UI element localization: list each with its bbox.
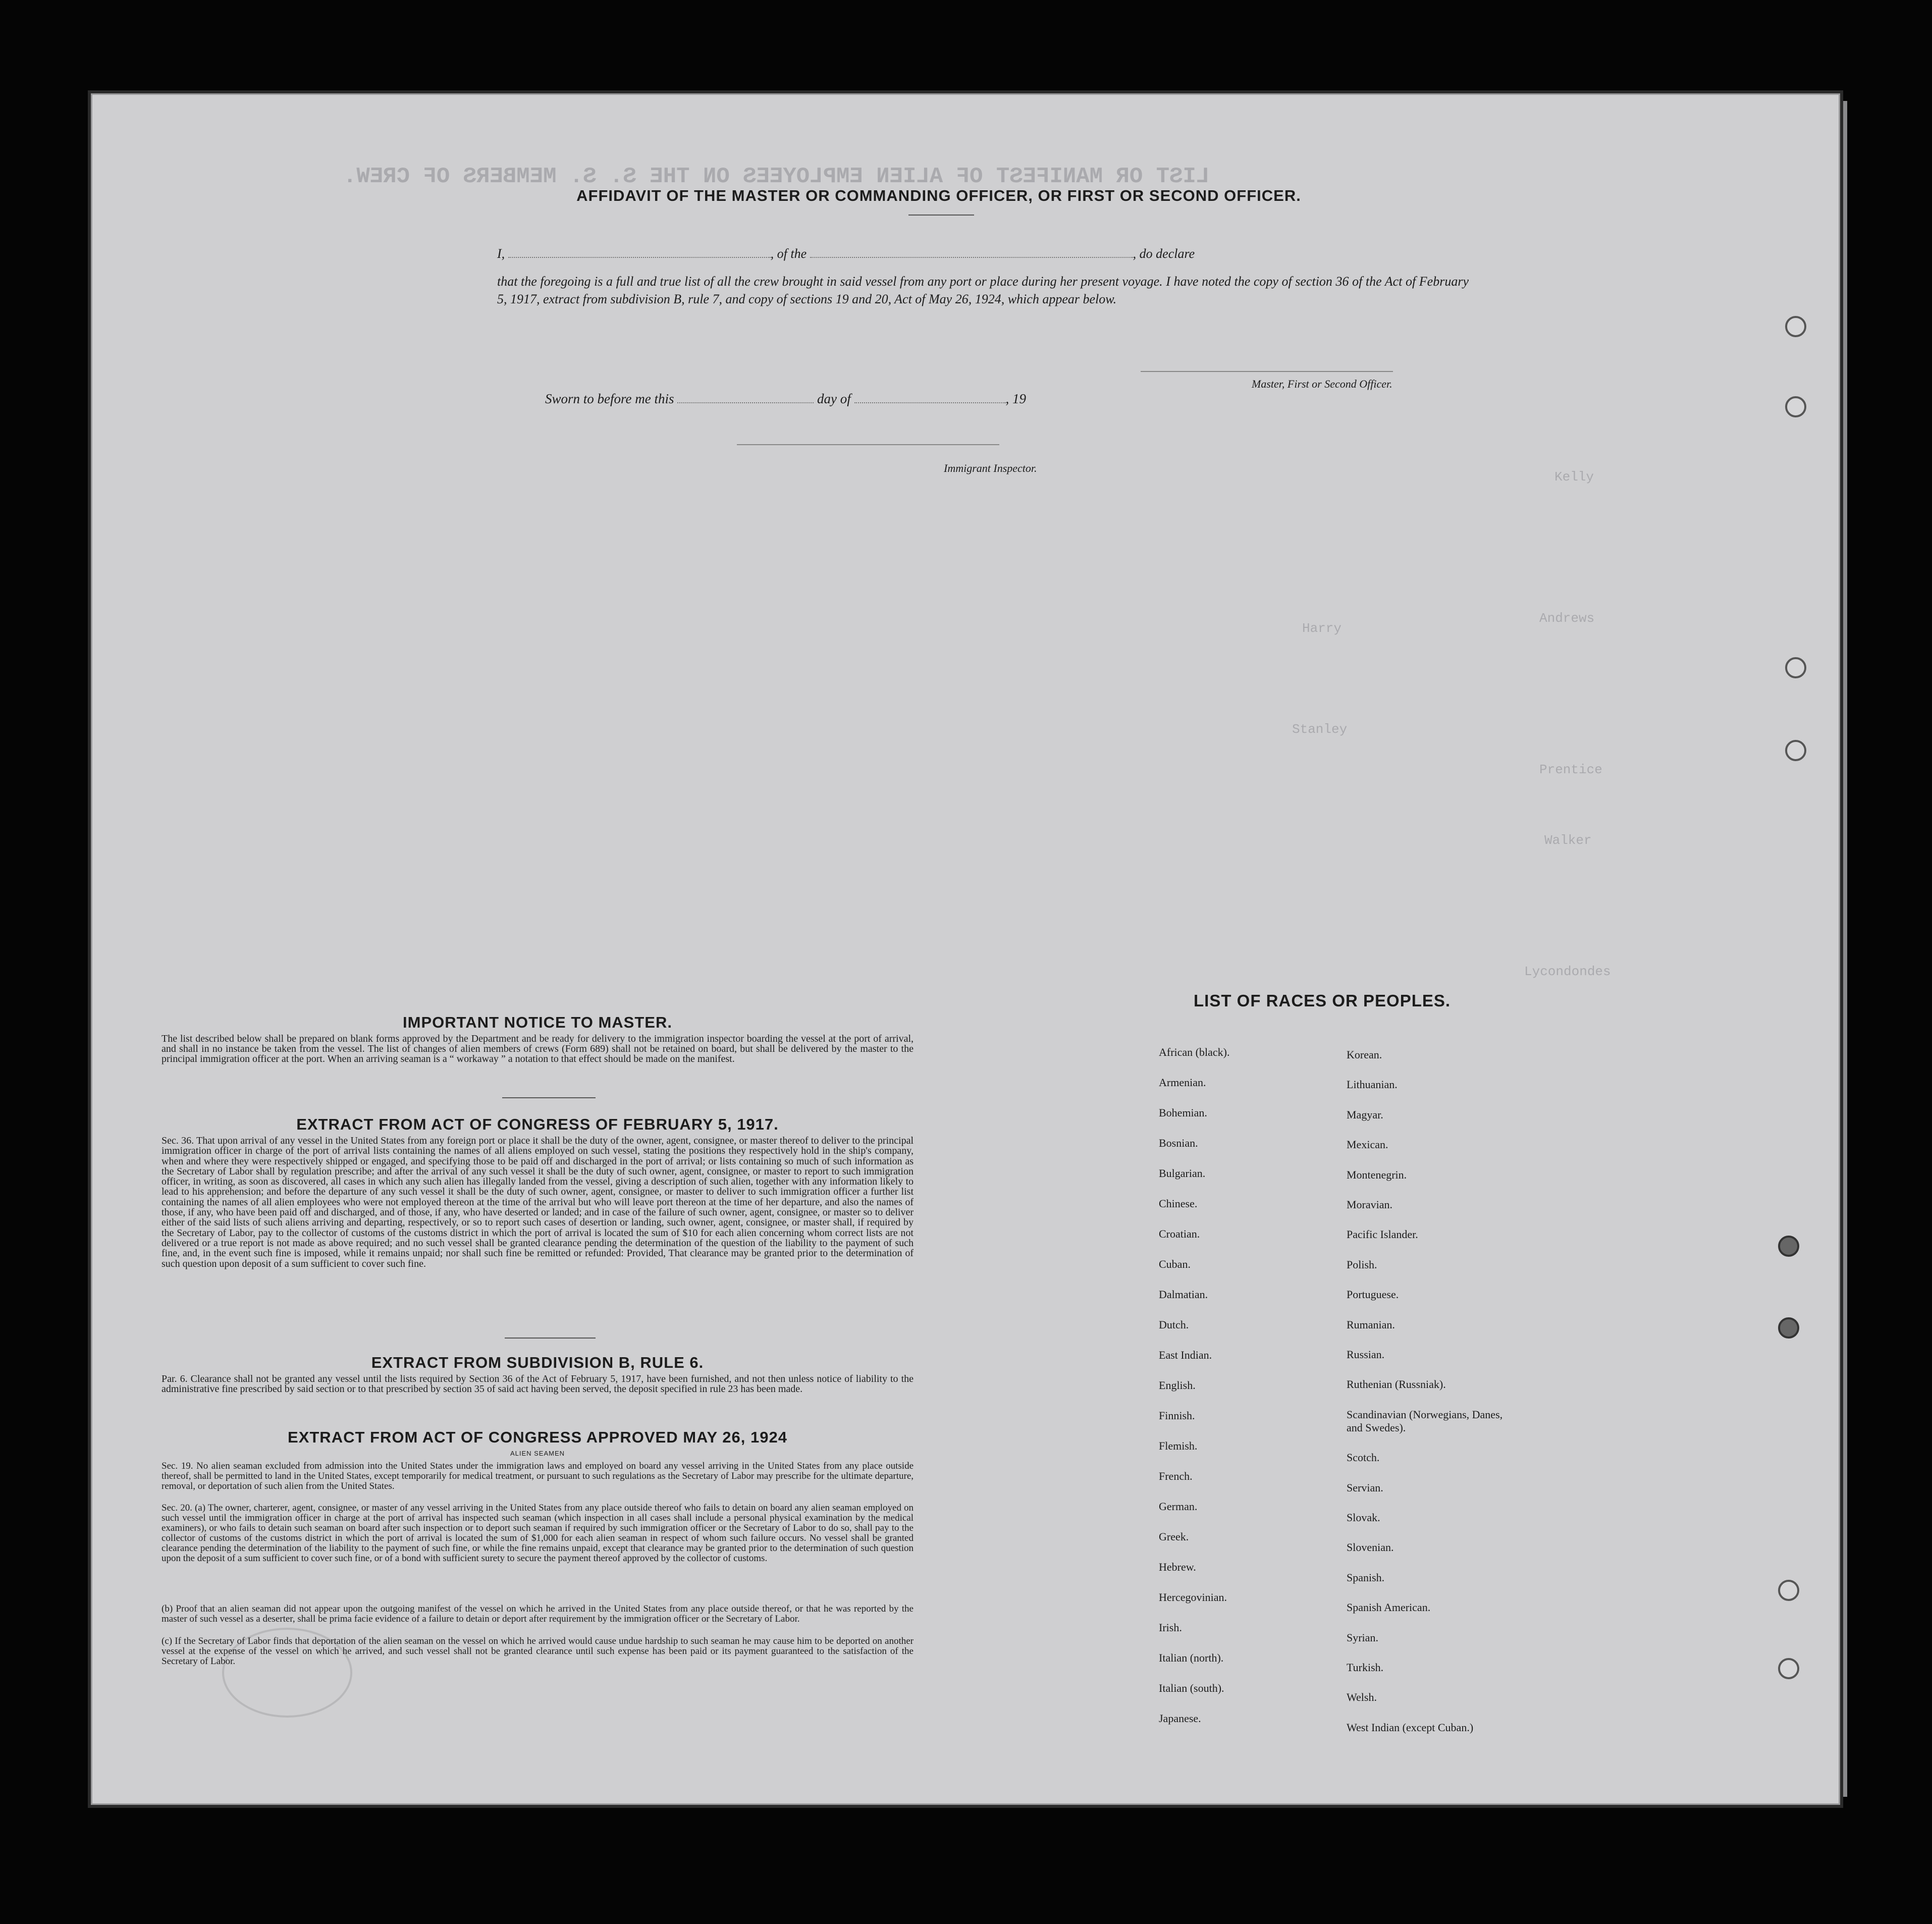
signature-label: Master, First or Second Officer.: [1252, 378, 1392, 390]
punch-hole: [1778, 1317, 1799, 1339]
right-race-item: Slovak.: [1347, 1511, 1380, 1524]
declarant-name-blank[interactable]: [508, 257, 771, 258]
divider: [505, 1338, 596, 1339]
extract-rule6-title: EXTRACT FROM SUBDIVISION B, RULE 6.: [371, 1354, 704, 1371]
right-race-item: Pacific Islander.: [1347, 1228, 1418, 1241]
right-race-item: Spanish.: [1347, 1571, 1385, 1584]
punch-hole: [1778, 1580, 1799, 1601]
sworn-label: Sworn to before me this: [545, 391, 674, 406]
right-race-item: Syrian.: [1347, 1631, 1378, 1644]
right-race-item: Polish.: [1347, 1258, 1377, 1271]
extract-1917-title: EXTRACT FROM ACT OF CONGRESS OF FEBRUARY 5, 1917.: [296, 1115, 779, 1133]
left-race-item: Italian (south).: [1159, 1682, 1224, 1694]
right-race-item: Ruthenian (Russniak).: [1347, 1378, 1446, 1391]
left-race-item: French.: [1159, 1470, 1193, 1482]
left-race-item: German.: [1159, 1500, 1198, 1513]
extract-1924-subtitle: ALIEN SEAMEN: [510, 1450, 565, 1457]
left-race-item: Italian (north).: [1159, 1651, 1224, 1664]
punch-hole: [1785, 316, 1806, 337]
bleed-through-column: Prentice: [1539, 762, 1602, 777]
left-race-item: Hebrew.: [1159, 1561, 1196, 1573]
left-race-item: Armenian.: [1159, 1076, 1206, 1089]
extract-1924-sec20c: (c) If the Secretary of Labor finds that deportation of the alien seaman on the vessel on which he arrived would cause undue hardship to such seaman he may cause him to be deported on another vessel at the expense of the vessel on which he arrived, and such vessel shall not be granted clearance until such expense has been paid or its payment guaranteed to the satisfaction of the Secretary of Labor.: [162, 1636, 914, 1667]
sworn-day-blank[interactable]: [677, 402, 814, 403]
notice-title: IMPORTANT NOTICE TO MASTER.: [403, 1013, 672, 1031]
bleed-through-column: Lycondondes: [1524, 964, 1611, 979]
declarant-label: I,: [497, 246, 505, 261]
right-race-item: West Indian (except Cuban.): [1347, 1721, 1474, 1734]
extract-1924-sec20b: (b) Proof that an alien seaman did not appear upon the outgoing manifest of the vessel on which he arrived in the United States from any place outside thereof, or that he was reported by the master of such vessel as a deserter, shall be prima facie evidence of a failure to detain or deport after requirement by the immigration officer or the Secretary of Labor.: [162, 1604, 914, 1624]
sworn-month-blank[interactable]: [854, 402, 1006, 403]
sworn-line: [545, 391, 1151, 407]
bleed-through-column: Stanley: [1292, 722, 1348, 737]
left-race-item: Croatian.: [1159, 1227, 1200, 1240]
signature-line: [1141, 371, 1393, 372]
left-race-item: Cuban.: [1159, 1258, 1191, 1270]
inspector-signature-line: [737, 444, 999, 445]
left-race-item: Greek.: [1159, 1530, 1189, 1543]
punch-hole: [1785, 396, 1806, 417]
right-race-item: Slovenian.: [1347, 1541, 1394, 1554]
do-declare-label: , do declare: [1133, 246, 1195, 261]
extract-1924-title: EXTRACT FROM ACT OF CONGRESS APPROVED MAY 26, 1924: [288, 1428, 787, 1446]
left-race-item: English.: [1159, 1379, 1196, 1392]
right-race-item: Mexican.: [1347, 1138, 1388, 1151]
extract-1917-body: Sec. 36. That upon arrival of any vessel in the United States from any foreign port or place it shall be the duty of the owner, agent, consignee, or master thereof to deliver to the principal immigration officer in charge of the port of arrival lists containing the names of all aliens employed on such vessel, stating the positions they respectively hold in the ship's company, when and where they were respectively shipped or engaged, and specifying those to be paid off and discharged in the port of arrival; or lists containing so much of such information as the Secretary of Labor shall by regulation prescribe; and after the arrival of any such vessel it shall be the duty of such owner, agent, consignee, or master to report to such immigration officer, in writing, as soon as discovered, all cases in which any such alien has illegally landed from the vessel, giving a description of such alien, together with any information likely to lead to his apprehension; and before the departure of any such vessel it shall be the duty of such owner, agent, consignee, or master to deliver to such immigration officer a further list containing the names of all alien employees who were not employed thereon at the time of the arrival but who will leave port thereon at the time of her departure, and also the names of those, if any, who have been paid off and discharged, and of those, if any, who have deserted or landed; and in case of the failure of such owner, agent, consignee, or master so to deliver either of the said lists of such aliens arriving and departing, respectively, or so to report such cases of desertion or landing, such owner, agent, consignee, or master shall, if required by the Secretary of Labor, pay to the collector of customs of the customs district in which the port of arrival is located the sum of $10 for each alien concerning whom correct lists are not delivered or a true report is not made as above required; and no such vessel shall be granted clearance pending the determination of the question of the liability to the payment of such fine, and, in the event such fine is imposed, while it remains unpaid; nor shall such fine be remitted or refunded: Provided, That clearance may be granted prior to the determination of such question upon deposit of a sum sufficient to cover such fine.: [162, 1135, 914, 1269]
affidavit-title: AFFIDAVIT OF THE MASTER OR COMMANDING OFFICER, OR FIRST OR SECOND OFFICER.: [576, 187, 1301, 204]
divider: [908, 215, 974, 216]
left-race-item: Irish.: [1159, 1621, 1182, 1634]
left-race-item: Finnish.: [1159, 1409, 1195, 1422]
affidavit-declaration-line: [497, 246, 1466, 261]
extract-1924-sec19: Sec. 19. No alien seaman excluded from admission into the United States under the immigration laws and employed on board any vessel arriving in the United States from any place outside thereof, shall be permitted to land in the United States, except temporarily for medical treatment, or pursuant to such regulations as the Secretary of Labor may prescribe for the ultimate departure, removal, or deportation of such alien from the United States.: [162, 1461, 914, 1491]
of-the-label: , of the: [770, 246, 807, 261]
right-race-item: Magyar.: [1347, 1108, 1383, 1121]
punch-hole: [1785, 657, 1806, 678]
bleed-through-column: Walker: [1544, 833, 1592, 848]
bleed-through-column: Kelly: [1554, 469, 1594, 485]
right-race-item: Spanish American.: [1347, 1601, 1431, 1614]
affidavit-body: that the foregoing is a full and true list of all the crew brought in said vessel from any port or place during her present voyage. I have noted the copy of section 36 of the Act of February 5, 1917, extract from subdivision B, rule 7, and copy of sections 19 and 20, Act of May 26, 1924, which appear below.: [497, 274, 1469, 306]
page-edge-shadow: [1843, 101, 1847, 1797]
left-race-item: Bosnian.: [1159, 1137, 1198, 1149]
bleed-through-column: Andrews: [1539, 611, 1595, 626]
left-race-item: Flemish.: [1159, 1439, 1198, 1452]
day-of-label: day of: [817, 391, 851, 406]
right-race-item: Portuguese.: [1347, 1288, 1399, 1301]
left-race-item: East Indian.: [1159, 1349, 1212, 1361]
left-race-item: African (black).: [1159, 1046, 1230, 1058]
punch-hole: [1785, 740, 1806, 761]
notice-body: The list described below shall be prepared on blank forms approved by the Department and be ready for delivery to the immigration inspector boarding the vessel at the port of arrival, and shall in no instance be taken from the vessel. The list of changes of alien members of crews (Form 689) shall not be retained on board, but shall be delivered by the master to the principal immigration officer at the port. When an arriving seaman is a “ workaway ” a notation to that effect should be made on the manifest.: [162, 1033, 914, 1064]
right-race-item: Servian.: [1347, 1481, 1383, 1494]
right-race-item: Scotch.: [1347, 1451, 1380, 1464]
extract-1924-sec20a: Sec. 20. (a) The owner, charterer, agent, consignee, or master of any vessel arriving in the United States from any place outside thereof who fails to detain on board any alien seaman employed on such vessel until the immigration officer in charge at the port of arrival has inspected such seaman (which inspection in all cases shall include a personal physical examination by the medical examiners), or who fails to detain such seaman on board after such inspection or to deport such seaman if required by such immigration officer or the Secretary of Labor to do so, shall pay to the collector of customs of the customs district in which the port of arrival is located the sum of $1,000 for each alien seaman in respect of whom such failure occurs. No vessel shall be granted clearance pending the determination of the liability to the payment of such fine, or while the fine remains unpaid, except that clearance may be granted prior to the determination of such question upon the deposit of a sum sufficient to cover such fine, or of a bond with sufficient surety to secure the payment thereof approved by the collector of customs.: [162, 1503, 914, 1564]
punch-hole: [1778, 1236, 1799, 1257]
right-race-item: Turkish.: [1347, 1661, 1384, 1674]
races-title: LIST OF RACES OR PEOPLES.: [1194, 991, 1451, 1010]
right-race-item: Montenegrin.: [1347, 1168, 1407, 1181]
vessel-name-blank[interactable]: [810, 257, 1133, 258]
right-race-item: Russian.: [1347, 1348, 1385, 1361]
year-label: , 19: [1005, 391, 1026, 406]
left-race-item: Dalmatian.: [1159, 1288, 1208, 1301]
left-race-item: Hercegovinian.: [1159, 1591, 1227, 1604]
left-race-item: Japanese.: [1159, 1712, 1201, 1725]
right-race-item: Welsh.: [1347, 1691, 1377, 1704]
divider: [502, 1097, 596, 1098]
extract-rule6-body: Par. 6. Clearance shall not be granted any vessel until the lists required by Section 36 of the Act of February 5, 1917, have been furnished, and not then unless notice of liability to the administrative fine prescribed by said section or to that prescribed by section 35 of said act having been served, the deposit specified in rule 23 has been made.: [162, 1373, 914, 1395]
bleed-through-heading: LIST OR MANIFEST OF ALIEN EMPLOYEES ON THE S. S. MEMBERS OF CREW.: [343, 164, 1210, 189]
bleed-through-column: Harry: [1302, 621, 1342, 636]
left-race-item: Dutch.: [1159, 1318, 1189, 1331]
right-race-item: Lithuanian.: [1347, 1078, 1398, 1091]
left-race-item: Bohemian.: [1159, 1106, 1207, 1119]
right-race-item: Rumanian.: [1347, 1318, 1395, 1331]
punch-hole: [1778, 1658, 1799, 1679]
right-race-item: Moravian.: [1347, 1198, 1393, 1211]
left-race-item: Bulgarian.: [1159, 1167, 1206, 1180]
right-race-item: Korean.: [1347, 1048, 1382, 1061]
left-race-item: Chinese.: [1159, 1197, 1198, 1210]
right-race-item: Scandinavian (Norwegians, Danes, and Swedes).: [1347, 1408, 1503, 1434]
inspector-label: Immigrant Inspector.: [944, 462, 1037, 474]
